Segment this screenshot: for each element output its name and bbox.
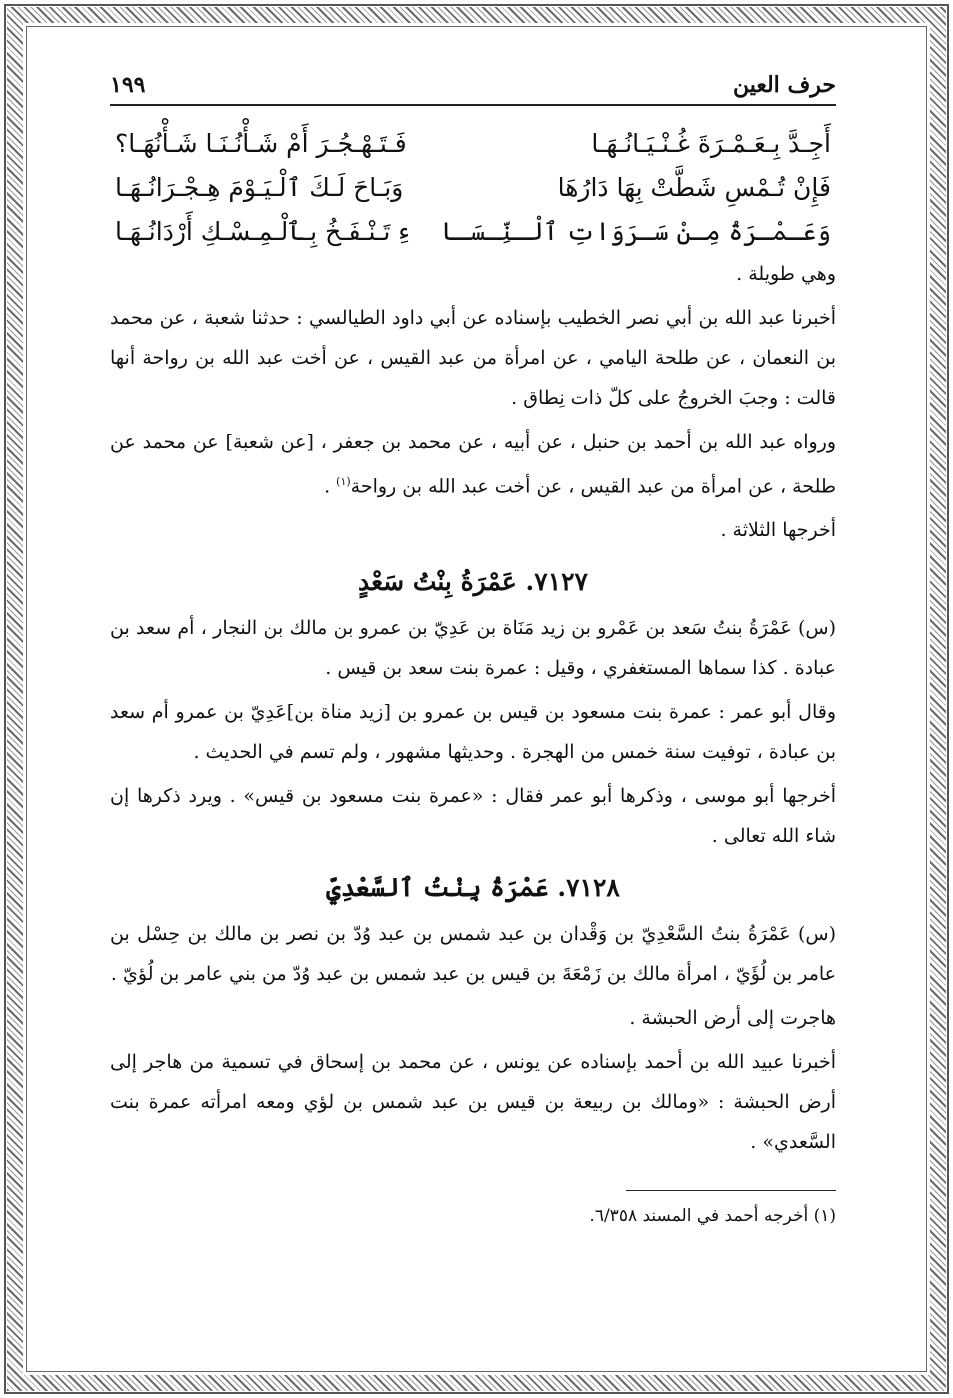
poem-line (110, 166, 836, 210)
paragraph-text: ورواه عبد الله بن أحمد بن حنبل ، عن أبيه ، عن محمد بن جعفر ، [عن شعبة] عن محمد عن طلحة ، عن امرأة من عبد القيس ، عن أخت عبد الله بن رواحة (110, 431, 836, 498)
running-header (110, 70, 836, 106)
poem-hemistich-first: أَجِـدَّ بِـعَـمْـرَةَ غُـنْـيَـانُـهَـا (591, 129, 831, 158)
paragraph: هاجرت إلى أرض الحبشة . (629, 1007, 836, 1030)
poem (110, 122, 836, 254)
paragraph: وهي طويلة . (736, 263, 836, 285)
paragraph: أخبرنا عبيد الله بن أحمد بإسناده عن يونس ، عن محمد بن إسحاق في تسمية من هاجر إلى أرض الحبشة : «ومالك بن ربيعة بن قيس بن عبد شمس بن لؤي ومعه امرأته عمرة بنت السَّعدي» . (110, 1051, 836, 1154)
footnote: (١) أخرجه أحمد في المسند ٦/٣٥٨. (589, 1206, 836, 1227)
paragraph: وقال أبو عمر : عمرة بنت مسعود بن قيس بن عمرو بن [زيد مناة بن]عَدِيّ بن عمرو أم سعد بن عبادة ، توفيت سنة خمس من الهجرة . وحديثها مشهور ، ولم تسم في الحديث . (110, 701, 836, 764)
poem-hemistich-second: وَبَـاحَ لَـكَ ٱلْـيَـوْمَ هِـجْـرَانُـهَـا (115, 173, 404, 202)
footnote-reference: (١) (336, 475, 351, 488)
paragraph: أخبرنا عبد الله بن أبي نصر الخطيب بإسناده عن أبي داود الطيالسي : حدثنا شعبة ، عن محمد بن النعمان ، عن طلحة اليامي ، عن امرأة من عبد القيس ، عن أخت عبد الله بن رواحة أنها قالت : وجبَ الخروجُ على كلّ ذات نِطاق . (110, 307, 836, 409)
paragraph: أخرجها أبو موسى ، وذكرها أبو عمر فقال : «عمرة بنت مسعود بن قيس» . ويرد ذكرها إن شاء الله تعالى . (110, 785, 836, 848)
poem-hemistich-second: فَـتَـهْـجُـرَ أَمْ شَـأْنُـنَـا شَـأْنُهَـا؟ (115, 129, 407, 158)
footnote-separator (626, 1190, 836, 1191)
entry-heading: ٧١٢٨. عَمْرَةُ بِنْتُ ٱلسَّعْدِيِّ (326, 873, 620, 903)
poem-hemistich-second: ءِ تَـنْـفَـخُ بِـٱلْـمِـسْـكِ أَرْدَانُـهَـا (115, 217, 411, 246)
poem-line (110, 210, 836, 254)
poem-hemistich-first: وَعَـمْـرَةُ مِـنْ سَـرَوَاتِ ٱلْـنِّـسَـا (440, 217, 831, 246)
paragraph: (س) عَمْرَةُ بنتُ سَعد بن عَمْرو بن زيد مَنَاة بن عَدِيّ بن عمرو بن مالك بن النجار ، أم سعد بن عبادة . كذا سماها المستغفري ، وقيل : عمرة بنت سعد بن قيس . (110, 617, 836, 680)
poem-line (110, 122, 836, 166)
paragraph: (س) عَمْرَةُ بنتُ السَّعْدِيّ بن وَقْدان بن عبد شمس بن عبد وُدّ بن نصر بن مالك بن حِسْل بن عامر بن لُؤَيّ ، امرأة مالك بن زَمْعَةَ بن قيس بن عبد شمس بن عبد وُدّ من بني عامر بن لُؤيّ . (110, 923, 836, 986)
entry-heading: ٧١٢٧. عَمْرَةُ بِنْتُ سَعْدٍ (358, 567, 588, 597)
paragraph: أخرجها الثلاثة . (720, 519, 836, 542)
poem-hemistich-first: فَإِنْ تُـمْسِ شَطَّتْ بِهَا دَارُهَا (557, 173, 831, 202)
page-number: ١٩٩ (110, 72, 146, 98)
paragraph: ورواه عبد الله بن أحمد بن حنبل ، عن أبيه ، عن محمد بن جعفر ، [عن شعبة] عن محمد عن طلحة ، عن امرأة من عبد القيس ، عن أخت عبد الله بن رواحة$^{(١)}$ . (110, 431, 836, 498)
chapter-title: حرف العين (732, 72, 836, 98)
book-page (110, 70, 836, 1320)
